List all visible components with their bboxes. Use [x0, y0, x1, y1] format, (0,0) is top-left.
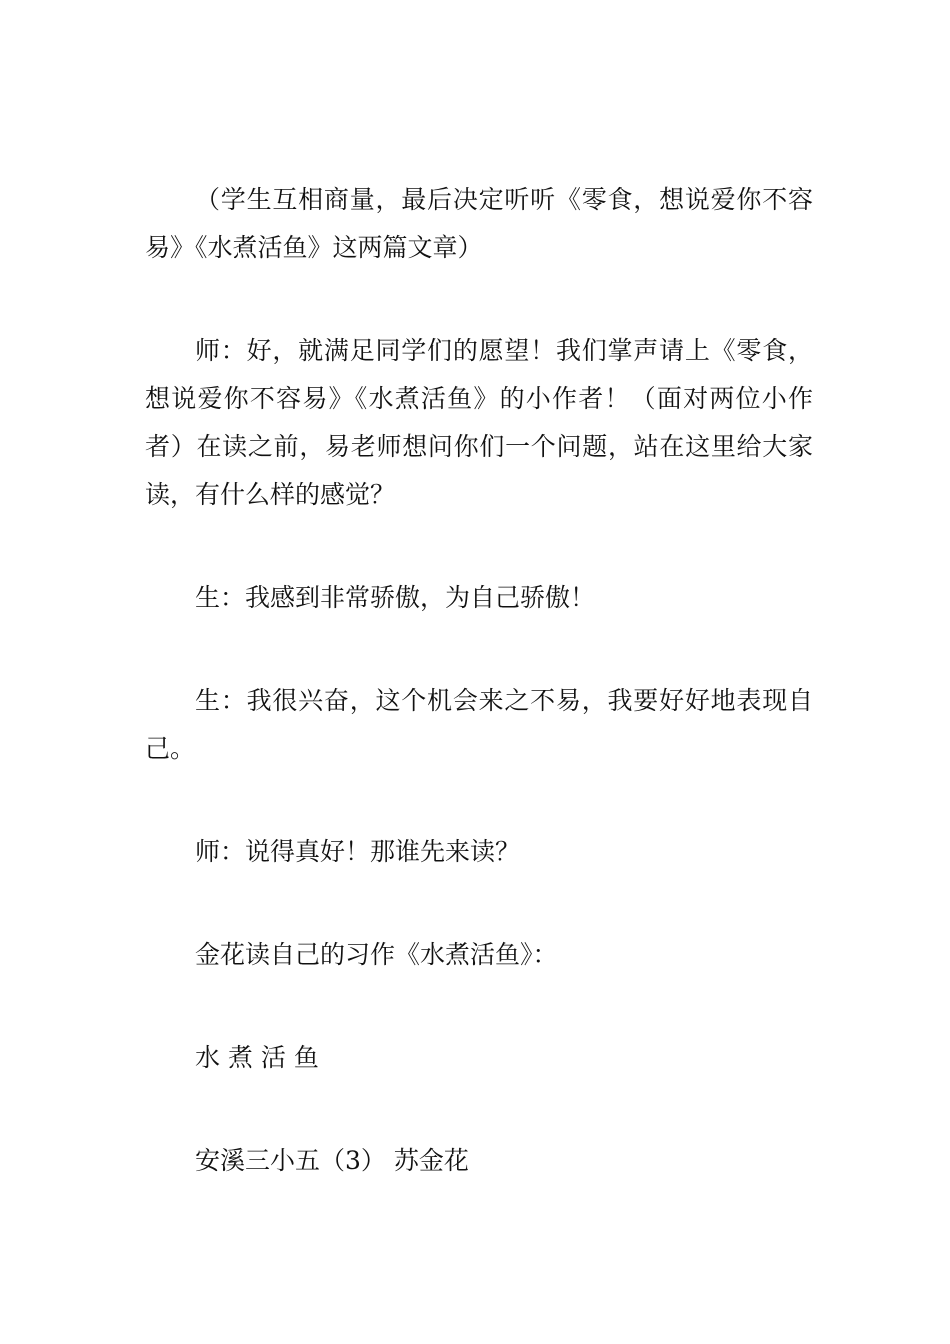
- document-body: [145, 176, 813, 1185]
- essay-author: 安溪三小五（3） 苏金花: [195, 1146, 469, 1175]
- paragraph-jinhua-reads: 金花读自己的习作《水煮活鱼》：: [195, 940, 558, 969]
- paragraph-discussion: （学生互相商量，最后决定听听《零食，想说爱你不容易》《水煮活鱼》这两篇文章）: [145, 185, 813, 262]
- essay-title: 水 煮 活 鱼: [195, 1043, 319, 1072]
- paragraph-student-excited: 生：我很兴奋，这个机会来之不易，我要好好地表现自己。: [145, 686, 813, 763]
- paragraph-student-proud: 生：我感到非常骄傲，为自己骄傲！: [195, 583, 596, 612]
- paragraph-teacher-invite: 师：好，就满足同学们的愿望！我们掌声请上《零食，想说爱你不容易》《水煮活鱼》的小作者！（面对两位小作者）在读之前，易老师想问你们一个问题，站在这里给大家读，有什么样的感觉？: [145, 336, 813, 509]
- paragraph-teacher-who-first: 师：说得真好！那谁先来读？: [195, 837, 521, 866]
